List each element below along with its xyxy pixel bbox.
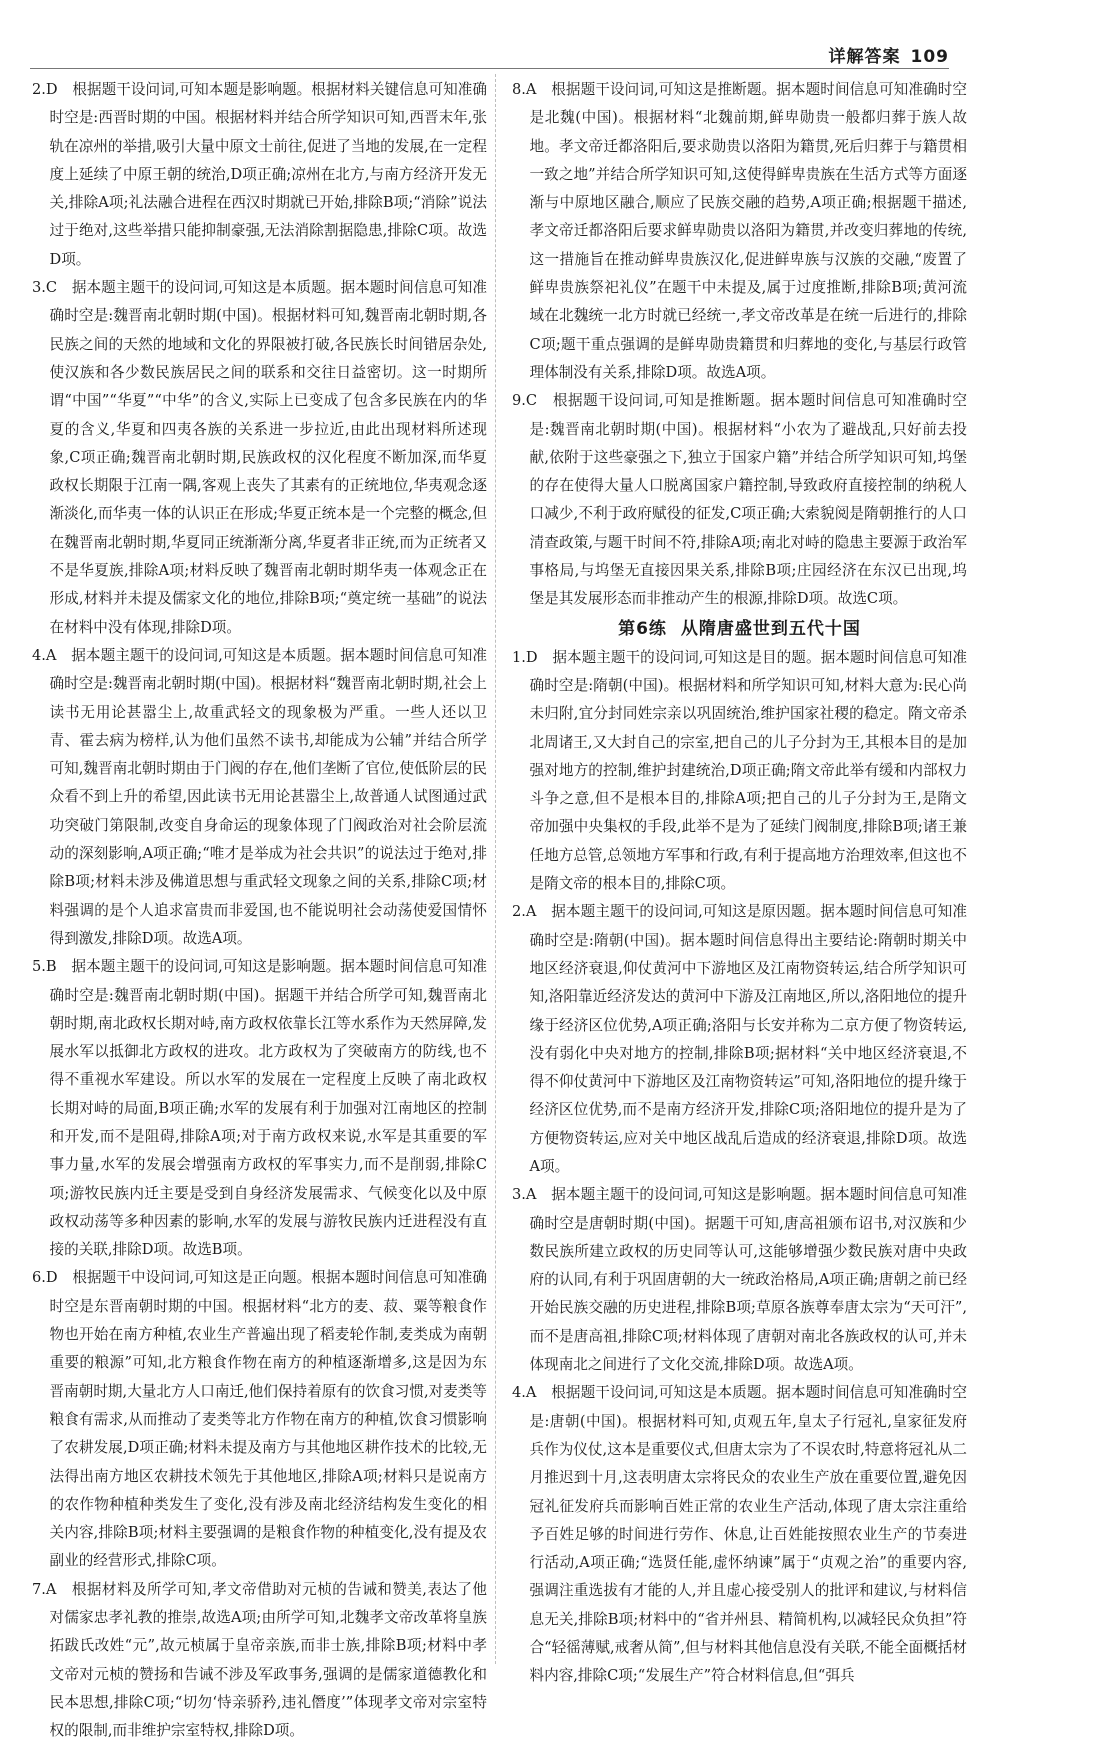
section-number: 第6练 xyxy=(618,618,667,639)
page-header xyxy=(829,42,950,67)
answer-item: 4.A 根据题干设问词,可知这是本质题。据本题时间信息可知准确时空是:唐朝(中国)。根据材料可知,贞观五年,皇太子行冠礼,皇家征发府兵作为仪仗,这本是重要仪式,但唐太宗为了不误农时,特意将冠礼从二月推迟到十月,这表明唐太宗将民众的农业生产放在重要位置,避免因冠礼征发府兵而影响百姓正常的农业生产活动,体现了唐太宗注重给予百姓足够的时间进行劳作、休息,让百姓能按照农业生产的节奏进行活动,A项正确;“选贤任能,虚怀纳谏”属于“贞观之治”的重要内容,强调注重选拔有才能的人,并且虚心接受别人的批评和建议,与材料信息无关,排除B项;材料中的“省并州县、精简机构,以减轻民众负担”符合“轻徭薄赋,戒奢从简”,但与材料其他信息没有关联,不能全面概括材料内容,排除C项;“发展生产”符合材料信息,但“弭兵 xyxy=(512,1384,967,1685)
answer-item: 7.A 根据材料及所学可知,孝文帝借助对元桢的告诫和赞美,表达了他对儒家忠孝礼教的推崇,故选A项;由所学可知,北魏孝文帝改革将皇族拓跋氏改姓“元”,故元桢属于皇帝亲族,而非士族,排除B项;材料中孝文帝对元桢的赞扬和告诫不涉及军政事务,强调的是儒家道德教化和民本思想,排除C项;“切勿‘恃亲骄矜,违礼僭度’”体现孝文帝对宗室特权的限制,而非维护宗室特权,排除D项。 xyxy=(32,1580,487,1740)
right-column xyxy=(512,76,967,1691)
answer-item: 1.D 据本题主题干的设问词,可知这是目的题。据本题时间信息可知准确时空是:隋朝(中国)。根据材料和所学知识可知,材料大意为:民心尚未归附,宜分封同姓宗亲以巩固统治,维护国家社稷的稳定。隋文帝杀北周诸王,又大封自己的宗室,把自己的儿子分封为王,其根本目的是加强对地方的控制,维护封建统治,D项正确;隋文帝此举有缓和内部权力斗争之意,但不是根本目的,排除A项;把自己的儿子分封为王,是隋文帝加强中央集权的手段,此举不是为了延续门阀制度,排除B项;诸王兼任地方总管,总领地方军事和行政,有利于提高地方治理效率,但这也不是隋文帝的根本目的,排除C项。 xyxy=(512,648,967,893)
answer-item: 6.D 根据题干中设问词,可知这是正向题。根据本题时间信息可知准确时空是东晋南朝时期的中国。根据材料“北方的麦、菽、粟等粮食作物也开始在南方种植,农业生产普遍出现了稻麦轮作制,麦类成为南朝重要的粮源”可知,北方粮食作物在南方的种植逐渐增多,这是因为东晋南朝时期,大量北方人口南迁,他们保持着原有的饮食习惯,对麦类等粮食有需求,从而推动了麦类等北方作物在南方的种植,饮食习惯影响了农耕发展,D项正确;材料未提及南方与其他地区耕作技术的比较,无法得出南方地区农耕技术领先于其他地区,排除A项;材料只是说南方的农作物种植种类发生了变化,没有涉及南北经济结构发生变化的相关内容,排除B项;材料主要强调的是粮食作物的种植变化,没有提及农副业的经营形式,排除C项。 xyxy=(32,1269,487,1570)
answer-item: 2.D 根据题干设问词,可知本题是影响题。根据材料关键信息可知准确时空是:西晋时期的中国。根据材料并结合所学知识可知,西晋末年,张轨在凉州的举措,吸引大量中原文士前往,促进了当地的发展,在一定程度上延续了中原王朝的统治,D项正确;凉州在北方,与南方经济开发无关,排除A项;礼法融合进程在西汉时期就已开始,排除B项;“消除”说法过于绝对,这些举措只能抑制豪强,无法消除割据隐患,排除C项。故选D项。 xyxy=(32,81,487,268)
section-heading xyxy=(512,614,967,644)
answer-item: 8.A 根据题干设问词,可知这是推断题。据本题时间信息可知准确时空是北魏(中国)。根据材料“北魏前期,鲜卑勋贵一般都归葬于族人故地。孝文帝迁都洛阳后,要求勋贵以洛阳为籍贯,死后归葬于与籍贯相一致之地”并结合所学知识可知,这使得鲜卑贵族在生活方式等方面逐渐与中原地区融合,顺应了民族交融的趋势,A项正确;根据题干描述,孝文帝迁都洛阳后要求鲜卑勋贵以洛阳为籍贯,并改变归葬地的传统,这一措施旨在推动鲜卑贵族汉化,促进鲜卑族与汉族的交融,“废置了鲜卑贵族祭祀礼仪”在题干中未提及,属于过度推断,排除B项;黄河流域在北魏统一北方时就已经统一,孝文帝改革是在统一后进行的,排除C项;题干重点强调的是鲜卑勋贵籍贯和归葬地的变化,与基层行政管理体制没有关系,排除D项。故选A项。 xyxy=(512,81,967,381)
header-title: 详解答案 xyxy=(828,47,901,67)
answer-item: 3.C 据本题主题干的设问词,可知这是本质题。据本题时间信息可知准确时空是:魏晋南北朝时期(中国)。根据材料可知,魏晋南北朝时期,各民族之间的天然的地域和文化的界限被打破,各民族长时间错居杂处,使汉族和各少数民族居民之间的联系和交往日益密切。这一时期所谓“中国”“华夏”“中华”的含义,实际上已变成了包含多民族在内的华夏的含义,华夏和四夷各族的关系进一步拉近,由此出现材料所述现象,C项正确;魏晋南北朝时期,民族政权的汉化程度不断加深,而华夏政权长期限于江南一隅,客观上丧失了其素有的正统地位,华夷观念逐渐淡化,而华夷一体的认识正在形成;华夏正统本是一个完整的概念,但在魏晋南北朝时期,华夏同正统渐渐分离,华夏者非正统,而为正统者又不是华夏族,排除A项;材料反映了魏晋南北朝时期华夷一体观念正在形成,材料并未提及儒家文化的地位,排除B项;“奠定统一基础”的说法在材料中没有体现,排除D项。 xyxy=(32,279,487,636)
answer-item: 9.C 根据题干设问词,可知是推断题。据本题时间信息可知准确时空是:魏晋南北朝时期(中国)。根据材料“小农为了避战乱,只好前去投献,依附于这些豪强之下,独立于国家户籍”并结合所学知识可知,坞堡的存在使得大量人口脱离国家户籍控制,导致政府直接控制的纳税人口减少,不利于政府赋役的征发,C项正确;大索貌阅是隋朝推行的人口清查政策,与题干时间不符,排除A项;南北对峙的隐患主要源于政治军事格局,与坞堡无直接因果关系,排除B项;庄园经济在东汉已出现,坞堡是其发展形态而非推动产生的根源,排除D项。故选C项。 xyxy=(512,392,967,608)
section-title: 从隋唐盛世到五代十国 xyxy=(680,618,861,639)
left-column xyxy=(32,76,487,1746)
answer-item: 5.B 据本题主题干的设问词,可知这是影响题。据本题时间信息可知准确时空是:魏晋南北朝时期(中国)。据题干并结合所学可知,魏晋南北朝时期,南北政权长期对峙,南方政权依靠长江等水系作为天然屏障,发展水军以抵御北方政权的进攻。北方政权为了突破南方的防线,也不得不重视水军建设。所以水军的发展在一定程度上反映了南北政权长期对峙的局面,B项正确;水军的发展有利于加强对江南地区的控制和开发,而不是阻碍,排除A项;对于南方政权来说,水军是其重要的军事力量,水军的发展会增强南方政权的军事实力,而不是削弱,排除C项;游牧民族内迁主要是受到自身经济发展需求、气候变化以及中原政权动荡等多种因素的影响,水军的发展与游牧民族内迁进程没有直接的关联,排除D项。故选B项。 xyxy=(32,958,487,1259)
column-divider xyxy=(495,74,496,1664)
answer-item: 4.A 据本题主题干的设问词,可知这是本质题。据本题时间信息可知准确时空是:魏晋南北朝时期(中国)。根据材料“魏晋南北朝时期,社会上读书无用论甚嚣尘上,故重武轻文的现象极为严重。一些人还以卫青、霍去病为榜样,认为他们虽然不读书,却能成为公辅”并结合所学可知,魏晋南北朝时期由于门阀的存在,他们垄断了官位,使低阶层的民众看不到上升的希望,因此读书无用论甚嚣尘上,故普通人试图通过武功突破门第限制,改变自身命运的现象体现了门阀政治对社会阶层流动的深刻影响,A项正确;“唯才是举成为社会共识”的说法过于绝对,排除B项;材料未涉及佛道思想与重武轻文现象之间的关系,排除C项;材料强调的是个人追求富贵而非爱国,也不能说明社会动荡使爱国情怀得到激发,排除D项。故选A项。 xyxy=(32,646,487,947)
answer-item: 3.A 据本题主题干的设问词,可知这是影响题。据本题时间信息可知准确时空是唐朝时期(中国)。据题干可知,唐高祖颁布诏书,对汉族和少数民族所建立政权的历史同等认可,这能够增强少数民族对唐中央政府的认同,有利于巩固唐朝的大一统政治格局,A项正确;唐朝之前已经开始民族交融的历史进程,排除B项;草原各族尊奉唐太宗为“天可汗”,而不是唐高祖,排除C项;材料体现了唐朝对南北各族政权的认可,并未体现南北之间进行了文化交流,排除D项。故选A项。 xyxy=(512,1186,967,1374)
page-number: 109 xyxy=(910,47,949,67)
header-rule xyxy=(30,68,949,69)
answer-item: 2.A 据本题主题干的设问词,可知这是原因题。据本题时间信息可知准确时空是:隋朝(中国)。据本题时间信息得出主要结论:隋朝时期关中地区经济衰退,仰仗黄河中下游地区及江南物资转运,结合所学知识可知,洛阳靠近经济发达的黄河中下游及江南地区,所以,洛阳地位的提升缘于经济区位优势,A项正确;洛阳与长安并称为二京方便了物资转运,没有弱化中央对地方的控制,排除B项;据材料“关中地区经济衰退,不得不仰仗黄河中下游地区及江南物资转运”可知,洛阳地位的提升缘于经济区位优势,而不是南方经济开发,排除C项;洛阳地位的提升是为了方便物资转运,应对关中地区战乱后造成的经济衰退,排除D项。故选A项。 xyxy=(512,903,967,1175)
